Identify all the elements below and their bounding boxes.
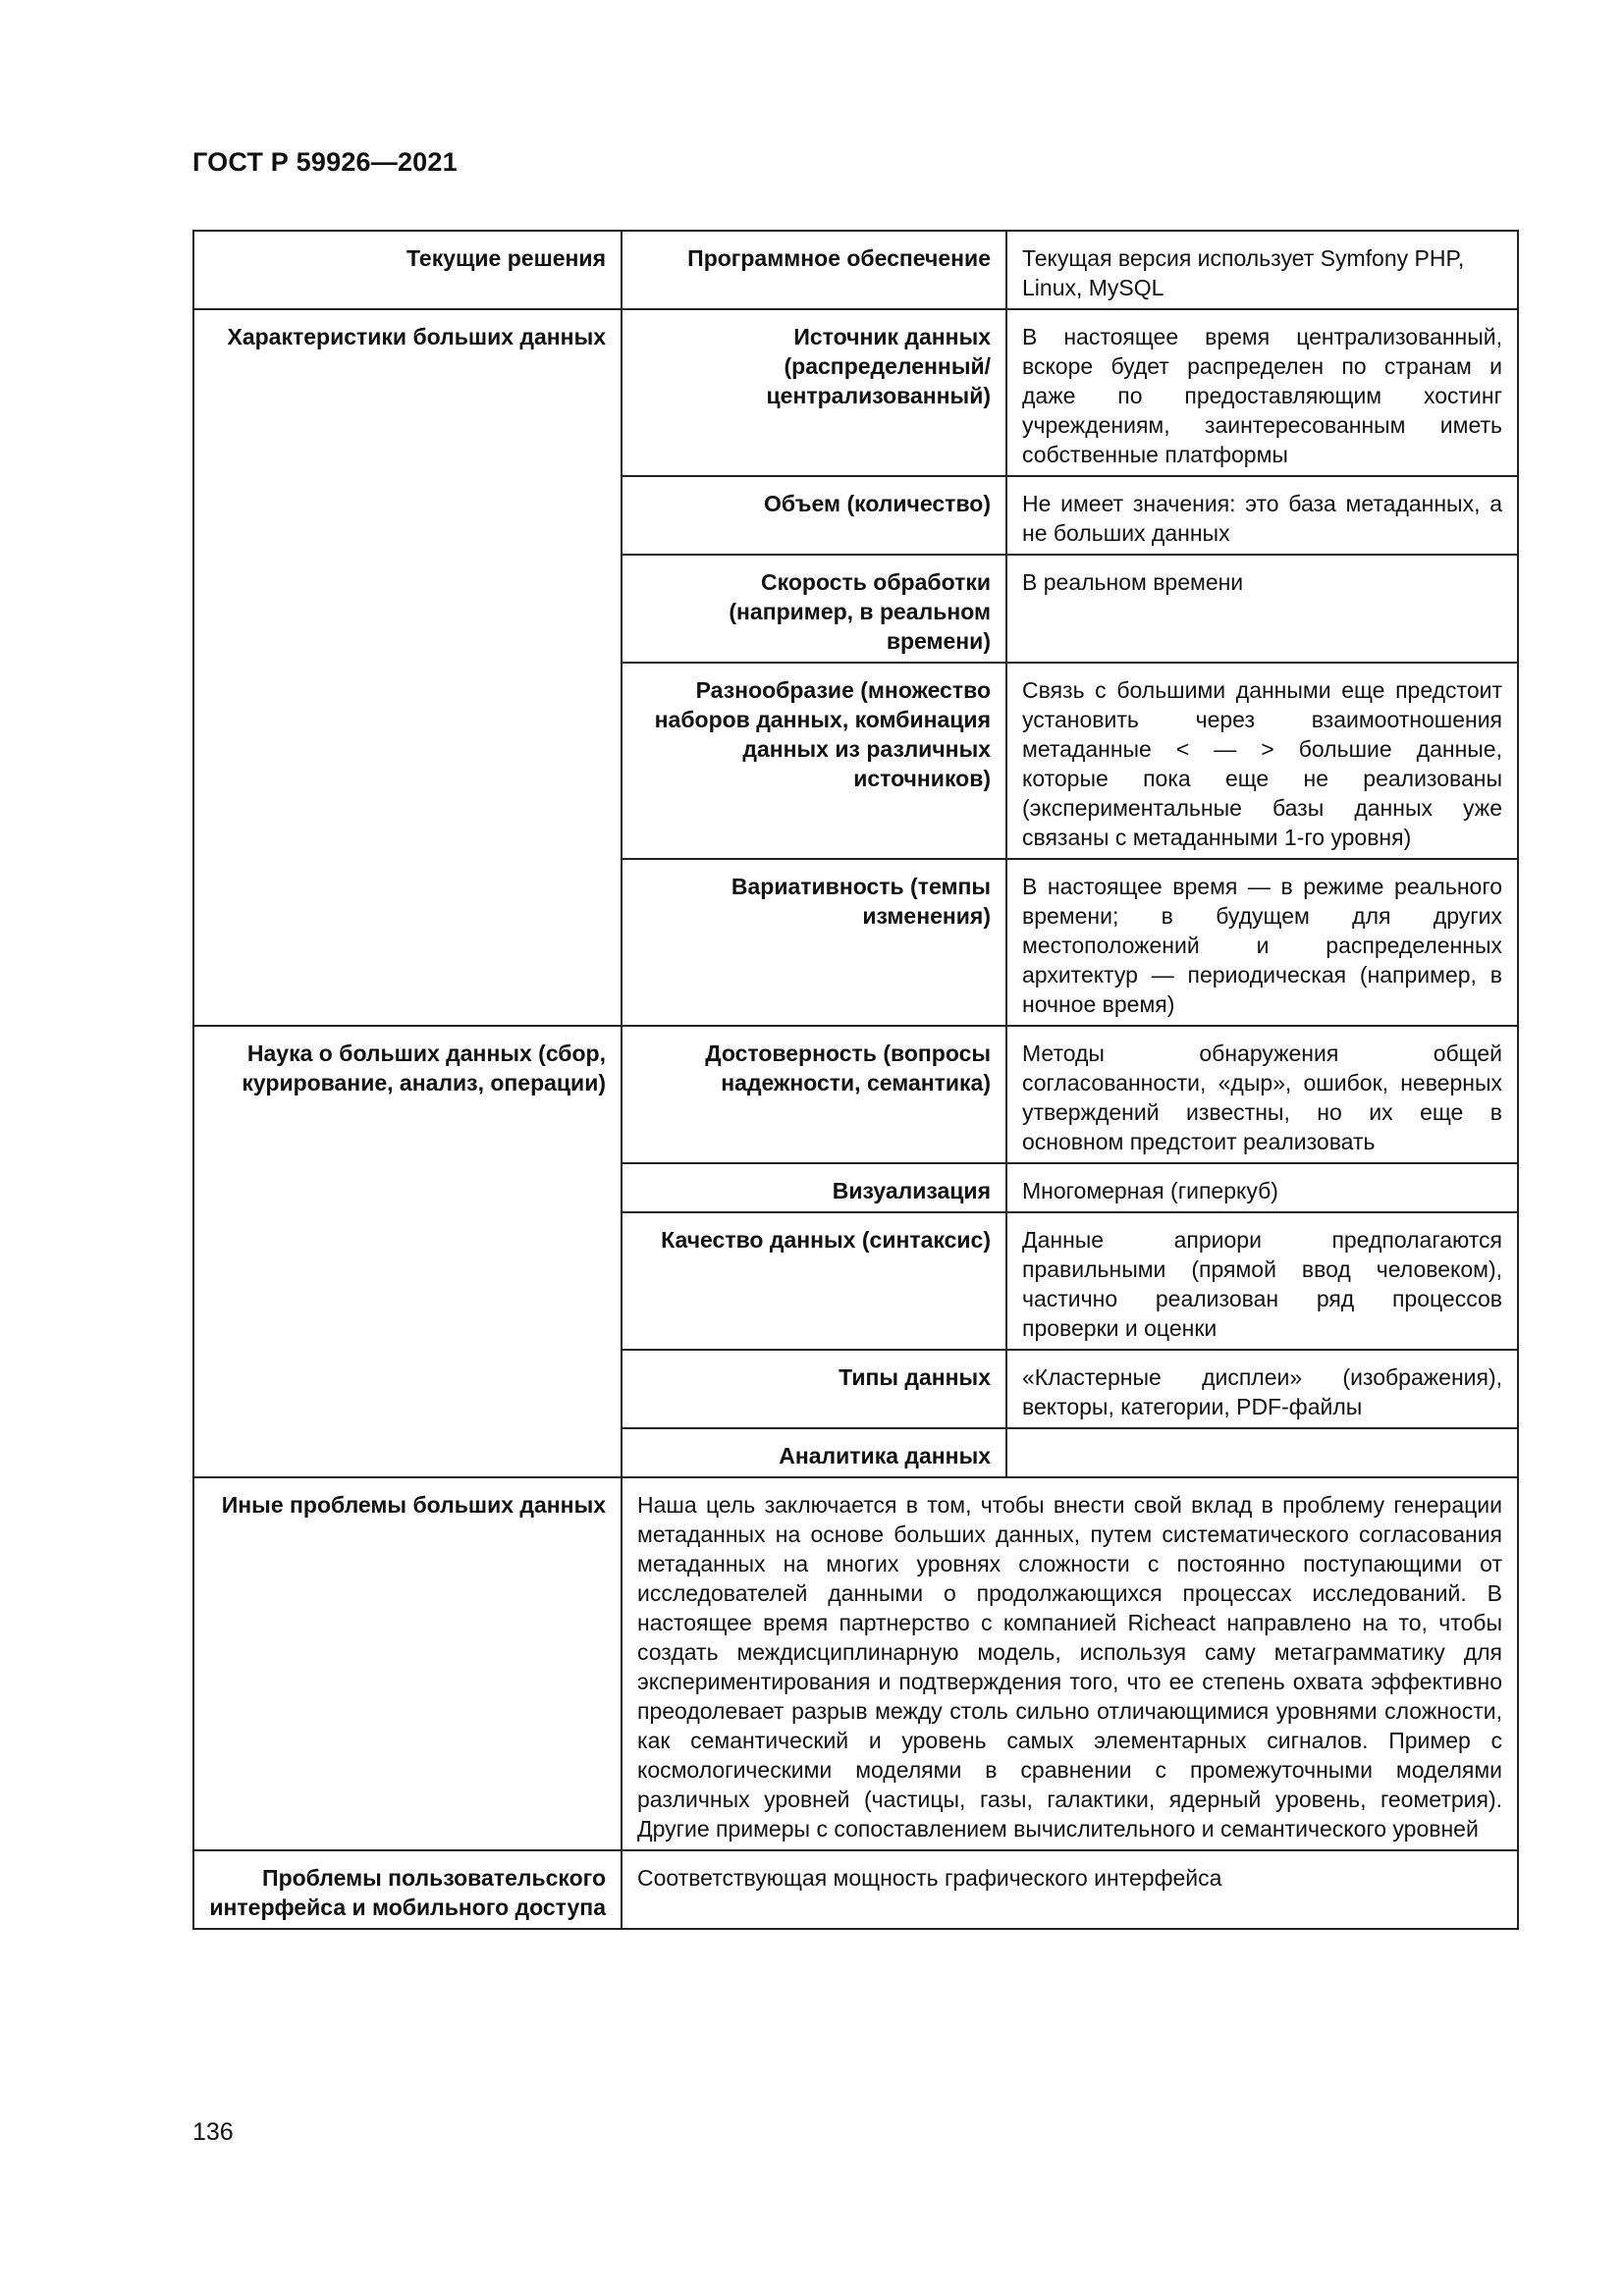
attribute-cell: Программное обеспечение (622, 231, 1006, 309)
document-header: ГОСТ Р 59926—2021 (192, 147, 458, 177)
table-row (193, 309, 1518, 476)
value-cell: Соответствующая мощность графического интерфейса (622, 1850, 1518, 1929)
category-cell: Проблемы пользовательского интерфейса и мобильного доступа (193, 1850, 622, 1929)
value-cell: В настоящее время централизованный, вскоре будет распределен по странам и даже по предоставляющим хостинг учреждениям, заинтересованным иметь собственные платформы (1006, 309, 1518, 476)
value-cell: Методы обнаружения общей согласованности, «дыр», ошибок, неверных утверждений известны, но их еще в основном предстоит реализовать (1006, 1026, 1518, 1163)
attribute-cell: Аналитика данных (622, 1428, 1006, 1477)
table-row (193, 1026, 1518, 1163)
page-number: 136 (192, 2118, 234, 2146)
attribute-cell: Визуализация (622, 1163, 1006, 1212)
table-row (193, 1477, 1518, 1850)
attribute-cell: Достоверность (вопросы надежности, семантика) (622, 1026, 1006, 1163)
value-cell (1006, 1428, 1518, 1477)
category-cell: Иные проблемы больших данных (193, 1477, 622, 1850)
value-cell: Данные априори предполагаются правильными (прямой ввод человеком), частично реализован ряд процессов проверки и оценки (1006, 1212, 1518, 1350)
value-cell: Текущая версия использует Symfony PHP, Linux, MySQL (1006, 231, 1518, 309)
value-cell: «Кластерные дисплеи» (изображения), векторы, категории, PDF-файлы (1006, 1350, 1518, 1428)
attribute-cell: Типы данных (622, 1350, 1006, 1428)
value-cell: Наша цель заключается в том, чтобы внести свой вклад в проблему генерации метаданных на основе больших данных, путем систематического согласования метаданных на многих уровнях сложности с постоянно поступающими от исследователей данными о продолжающихся процессах исследований. В настоящее время партнерство с компанией Richeact направлено на то, чтобы создать междисциплинарную модель, используя саму метаграмматику для экспериментирования и подтверждения того, что ее степень охвата эффективно преодолевает разрыв между столь сильно отличающимися уровнями сложности, как семантический и уровень самых элементарных сигналов. Пример с космологическими моделями в сравнении с промежуточными моделями различных уровней (частицы, газы, галактики, ядерный уровень, геометрия). Другие примеры с сопоставлением вычислительного и семантического уровней (622, 1477, 1518, 1850)
use-case-table (192, 230, 1519, 1930)
value-cell: В настоящее время — в режиме реального времени; в будущем для других местоположений и распределенных архитектур — периодическая (например, в ночное время) (1006, 859, 1518, 1026)
value-cell: Связь с большими данными еще предстоит установить через взаимоотношения метаданные < — > большие данные, которые пока еще не реализованы (экспериментальные базы данных уже связаны с метаданными 1-го уровня) (1006, 663, 1518, 859)
attribute-cell: Разнообразие (множество наборов данных, комбинация данных из различных источников) (622, 663, 1006, 859)
table-row (193, 1850, 1518, 1929)
value-cell: Не имеет значения: это база метаданных, а не больших данных (1006, 476, 1518, 555)
attribute-cell: Скорость обработки (например, в реальном времени) (622, 555, 1006, 663)
category-cell: Текущие решения (193, 231, 622, 309)
value-cell: Многомерная (гиперкуб) (1006, 1163, 1518, 1212)
category-cell: Наука о больших данных (сбор, курирование, анализ, операции) (193, 1026, 622, 1477)
attribute-cell: Объем (количество) (622, 476, 1006, 555)
table-row (193, 231, 1518, 309)
attribute-cell: Качество данных (синтаксис) (622, 1212, 1006, 1350)
attribute-cell: Источник данных (распределенный/ централизованный) (622, 309, 1006, 476)
attribute-cell: Вариативность (темпы изменения) (622, 859, 1006, 1026)
value-cell: В реальном времени (1006, 555, 1518, 663)
category-cell: Характеристики больших данных (193, 309, 622, 1026)
